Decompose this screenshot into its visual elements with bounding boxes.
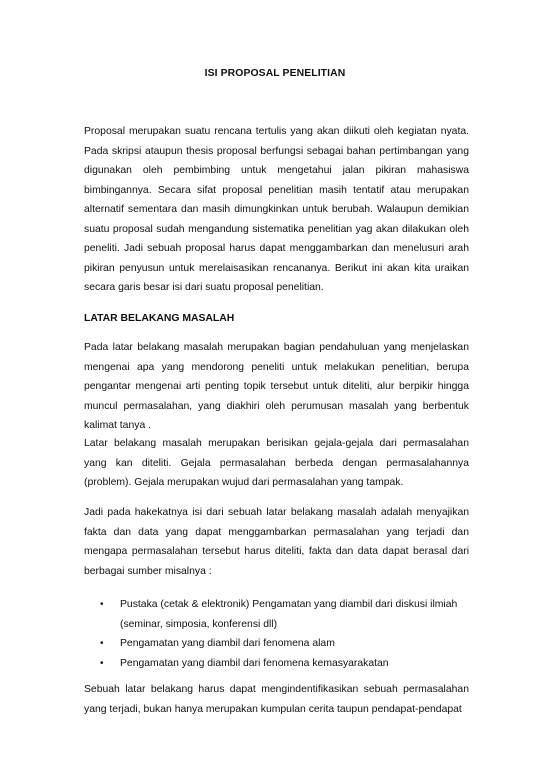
list-item-text: Pustaka (cetak & elektronik) Pengamatan yang diambil dari diskusi ilmiah (seminar, simposia, konferensi dll) xyxy=(120,599,458,630)
list-item xyxy=(84,595,469,634)
body-paragraph-1: Pada latar belakang masalah merupakan bagian pendahuluan yang menjelaskan mengenai apa yang mendorong peneliti untuk melakukan penelitian, berupa pengantar mengenai arti penting topik tersebut untuk diteliti, alur berpikir hingga muncul permasalahan, yang diakhiri oleh perumusan masalah yang berbentuk kalimat tanya . xyxy=(84,342,469,431)
list-item-text: Pengamatan yang diambil dari fenomena alam xyxy=(120,638,335,649)
intro-paragraph: Proposal merupakan suatu rencana tertulis yang akan diikuti oleh kegiatan nyata. Pada skripsi ataupun thesis proposal berfungsi sebagai bahan pertimbangan yang digunakan oleh pembimbing untuk mengetahui jalan pikiran mahasiswa bimbingannya. Secara sifat proposal penelitian masih tentatif atau merupakan alternatif sementara dan masih dimungkinkan untuk berubah. Walaupun demikian suatu proposal sudah mengandung sistematika penelitian yag akan dilakukan oleh peneliti. Jadi sebuah proposal harus dapat menggambarkan dan menelusuri arah pikiran penyusun untuk merelaisasikan rencananya. Berikut ini akan kita uraikan secara garis besar isi dari suatu proposal penelitian. xyxy=(84,126,469,293)
body-paragraph-3: Jadi pada hakekatnya isi dari sebuah latar belakang masalah adalah menyajikan fakta dan data yang dapat menggambarkan permasalahan yang terjadi dan mengapa permasalahan tersebut harus diteliti, fakta dan data dapat berasal dari berbagai sumber misalnya : xyxy=(84,507,469,577)
body-paragraph-2: Latar belakang masalah merupakan berisikan gejala-gejala dari permasalahan yang kan diteliti. Gejala permasalahan berbeda dengan permasalahannya (problem). Gejala merupakan wujud dari permasalahan yang tampak. xyxy=(84,438,469,488)
list-item xyxy=(84,634,469,654)
bullet-icon: • xyxy=(100,638,104,649)
list-item-text: Pengamatan yang diambil dari fenomena kemasyarakatan xyxy=(120,657,389,669)
bullet-icon: • xyxy=(100,599,104,610)
bullet-icon: • xyxy=(100,657,104,669)
document-title: ISI PROPOSAL PENELITIAN xyxy=(204,68,346,79)
source-list xyxy=(84,595,469,673)
body-paragraph-4: Sebuah latar belakang harus dapat mengindentifikasikan sebuah permasalahan yang terjadi, bukan hanya merupakan kumpulan cerita taupun pendapat-pendapat xyxy=(84,684,469,715)
list-item xyxy=(84,654,469,674)
section-heading: LATAR BELAKANG MASALAH xyxy=(84,313,235,324)
